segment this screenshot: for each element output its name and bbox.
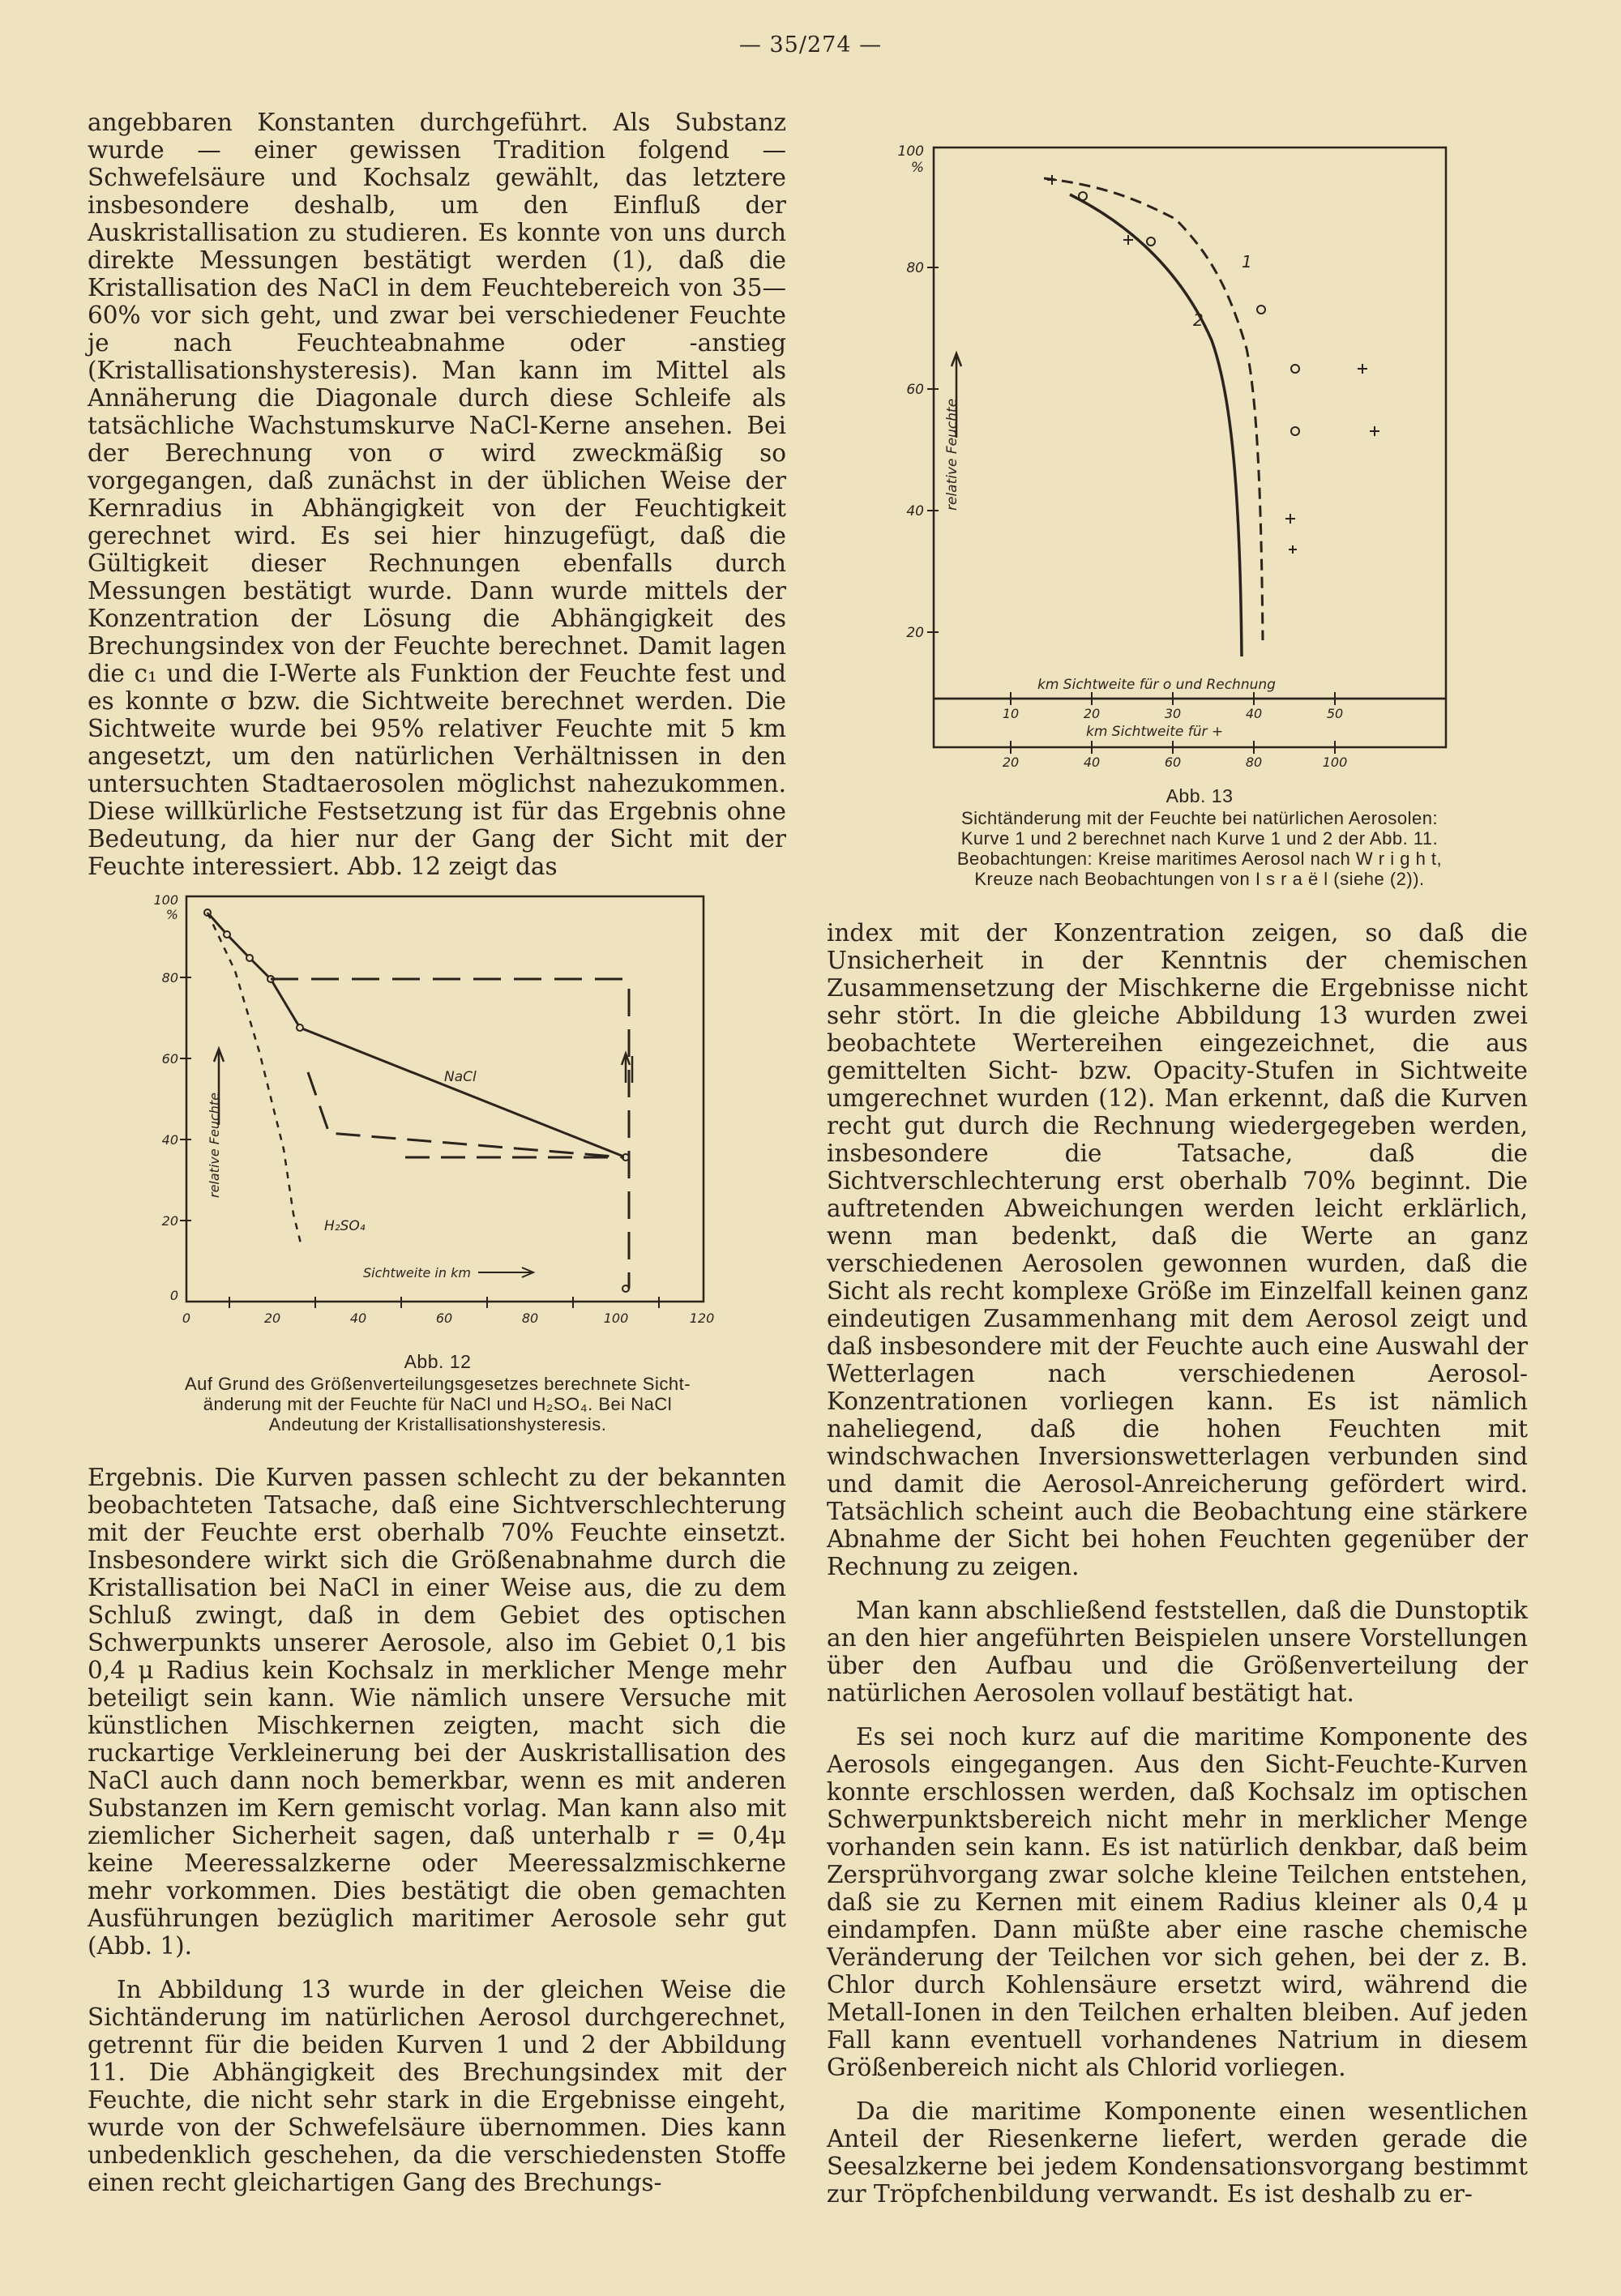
- fig13-circle-point: [1291, 427, 1299, 435]
- fig13-cross-point: [1047, 175, 1057, 185]
- fig12-ylabel: relative Feuchte: [207, 1092, 222, 1198]
- paragraph: Ergebnis. Die Kurven passen schlecht zu der bekannten beobachteten Tatsache, daß eine Sichtverschlechterung mit der Feuchte erst oberhalb 70% Feuchte einsetzt. Insbesondere wirkt sich die Größenabnahme durch die Kristallisation bei NaCl in einer Weise aus, die zu dem Schluß zwingt, daß in dem Gebiet des optischen Schwerpunkts unserer Aerosole, also im Gebiet 0,1 bis 0,4 μ Radius kein Kochsalz in merklicher Menge mehr beteiligt sein kann. Wie nämlich unsere Versuche mit künstlichen Mischkernen zeigten, macht sich die ruckartige Verkleinerung bei der Auskristallisation des NaCl auch dann noch bemerkbar, wenn es mit anderen Substanzen im Kern gemischt vorlag. Man kann also mit ziemlicher Sicherheit sagen, daß unterhalb r = 0,4μ keine Meeressalzkerne oder Meeressalzmischkerne mehr vorkommen. Dies bestätigt die oben gemachten Ausführungen bezüglich maritimer Aerosole sehr gut (Abb. 1).: [88, 1464, 786, 1960]
- fig12-ytick: 100: [153, 892, 178, 908]
- fig13-circle-point: [1291, 365, 1299, 373]
- fig12-xtick: 80: [521, 1310, 539, 1326]
- caption-line: Auf Grund des Größenverteilungsgesetzes berechnete Sicht-: [184, 1374, 691, 1394]
- fig12-ytick: 40: [161, 1132, 178, 1148]
- fig12-xtick: 120: [689, 1310, 715, 1326]
- caption-line: Sichtänderung mit der Feuchte bei natürlichen Aerosolen:: [960, 808, 1439, 828]
- fig12-label-h2so4: H₂SO₄: [324, 1218, 366, 1234]
- fig13-curve-2: [1070, 195, 1242, 656]
- fig12-ytick: 20: [161, 1213, 178, 1229]
- caption-line: Beobachtungen: Kreise maritimes Aerosol nach W r i g h t,: [956, 849, 1443, 869]
- paragraph: Da die maritime Komponente einen wesentlichen Anteil der Riesenkerne liefert, werden gerade die Seesalzkerne bei jedem Kondensationsvorgang bestimmt zur Tröpfchenbildung verwandt. Es ist deshalb zu er-: [827, 2097, 1528, 2208]
- fig13-ytick: 100: [897, 143, 924, 160]
- fig13-cross-point: [1370, 426, 1379, 436]
- figure-12-chart: [81, 890, 794, 1336]
- fig12-nacl-curve: [207, 913, 626, 1157]
- fig13-axis2-tick: 60: [1164, 755, 1182, 770]
- fig12-label: Abb. 12: [404, 1351, 472, 1372]
- left-column-bottom: [88, 1464, 786, 2213]
- paragraph: Man kann abschließend feststellen, daß die Dunstoptik an den hier angeführten Beispielen unsere Vorstellungen über den Aufbau und die Größenverteilung der natürlichen Aerosolen vollauf bestätigt hat.: [827, 1597, 1528, 1707]
- caption-line: Kurve 1 und 2 berechnet nach Kurve 1 und 2 der Abb. 11.: [960, 828, 1439, 849]
- fig13-curve-1: [1044, 178, 1263, 640]
- fig12-xlabel: Sichtweite in km: [363, 1265, 471, 1281]
- caption-line: Andeutung der Kristallisationshysteresis.: [268, 1414, 607, 1434]
- left-column-top: [88, 109, 786, 896]
- fig12-ytick: 0: [169, 1288, 178, 1303]
- fig13-circle-point: [1079, 192, 1087, 200]
- fig13-axis2-tick: 100: [1322, 755, 1348, 770]
- fig13-ytick: 40: [906, 503, 924, 519]
- fig13-cross-point: [1285, 514, 1295, 524]
- page-number: — 35/274 —: [738, 32, 883, 58]
- paragraph: index mit der Konzentration zeigen, so daß die Unsicherheit in der Kenntnis der chemischen Zusammensetzung der Mischkerne die Ergebnisse nicht sehr stört. In die gleiche Abbildung 13 wurden zwei beobachtete Wertereihen eingezeichnet, die aus gemittelten Sicht- bzw. Opacity-Stufen in Sichtweite umgerechnet wurden (12). Man erkennt, daß die Kurven recht gut durch die Rechnung wiedergegeben werden, insbesondere die Tatsache, daß die Sichtverschlechterung erst oberhalb 70% beginnt. Die auftretenden Abweichungen werden leicht erklärlich, wenn man bedenkt, daß die Werte an ganz verschiedenen Aerosolen gewonnen wurden, daß die Sicht als recht komplexe Größe im Einzelfall keinen ganz eindeutigen Zusammenhang mit dem Aerosol zeigt und daß insbesondere mit der Feuchte auch eine Auswahl der Wetterlagen nach verschiedenen Aerosol-Konzentrationen vorliegen kann. Es ist nämlich naheliegend, daß die hohen Feuchten mit windschwachen Inversionswetterlagen verbunden sind und damit die Aerosol-Anreicherung gefördert wird. Tatsächlich scheint auch die Beobachtung eine stärkere Abnahme der Sicht bei hohen Feuchten gegenüber der Rechnung zu zeigen.: [827, 919, 1528, 1580]
- figure-13-caption: [843, 786, 1556, 889]
- fig13-curve-label-2: 2: [1193, 310, 1204, 330]
- fig12-label-nacl: NaCl: [444, 1069, 477, 1085]
- fig13-cross-point: [1123, 235, 1133, 245]
- right-column: [827, 919, 1528, 2224]
- fig13-ylabel: relative Feuchte: [944, 398, 960, 511]
- caption-line: änderung mit der Feuchte für NaCl und H₂SO₄. Bei NaCl: [203, 1394, 673, 1414]
- fig13-ytick: 20: [906, 625, 924, 641]
- fig12-ytick: 60: [161, 1051, 178, 1067]
- fig13-curve-label-1: 1: [1242, 252, 1252, 272]
- figure-13: [843, 138, 1556, 889]
- fig12-ytick: %: [165, 907, 178, 922]
- fig12-xtick: 0: [182, 1310, 191, 1326]
- paragraph: Es sei noch kurz auf die maritime Komponente des Aerosols eingegangen. Aus den Sicht-Feuchte-Kurven konnte erschlossen werden, daß Kochsalz im optischen Schwerpunktsbereich nicht mehr in merklicher Menge vorhanden sein kann. Es ist natürlich denkbar, daß beim Zersprühvorgang zwar solche kleine Teilchen entstehen, daß sie zu Kernen mit einem Radius kleiner als 0,4 μ eindampfen. Dann müßte aber eine rasche chemische Veränderung der Teilchen vor sich gehen, bei der z. B. Chlor durch Kohlensäure ersetzt wird, während die Metall-Ionen in den Teilchen erhalten bleiben. Auf jeden Fall kann eventuell vorhandenes Natrium in diesem Größenbereich nicht als Chlorid vorliegen.: [827, 1723, 1528, 2081]
- fig12-frame: [186, 896, 704, 1302]
- fig13-axis2-label: km Sichtweite für +: [1086, 724, 1224, 740]
- fig13-circle-point: [1257, 306, 1265, 314]
- fig13-axis2-tick: 80: [1245, 755, 1263, 770]
- fig12-xtick: 60: [435, 1310, 453, 1326]
- fig12-xtick: 100: [603, 1310, 629, 1326]
- fig13-label: Abb. 13: [1165, 785, 1234, 806]
- paragraph: In Abbildung 13 wurde in der gleichen Weise die Sichtänderung im natürlichen Aerosol durchgerechnet, getrennt für die beiden Kurven 1 und 2 der Abbildung 11. Die Abhängigkeit des Brechungsindex mit der Feuchte, die nicht sehr stark in die Ergebnisse eingeht, wurde von der Schwefelsäure übernommen. Dies kann unbedenklich geschehen, da die verschiedensten Stoffe einen recht gleichartigen Gang des Brechungs-: [88, 1976, 786, 2196]
- fig12-ytick: 80: [161, 970, 178, 986]
- fig13-axis1-label: km Sichtweite für o und Rechnung: [1037, 677, 1276, 693]
- fig13-axis2-tick: 40: [1083, 755, 1101, 770]
- fig13-ytick: %: [910, 160, 924, 176]
- fig13-circle-point: [1147, 237, 1155, 246]
- fig13-axis1-tick: 10: [1002, 706, 1020, 721]
- fig13-ytick: 60: [906, 382, 924, 398]
- fig13-axis1-tick: 30: [1164, 706, 1182, 721]
- figure-13-chart: [843, 138, 1556, 786]
- fig12-hysteresis-upper: [271, 979, 629, 1289]
- caption-line: Kreuze nach Beobachtungen von I s r a ë l (siehe (2)).: [974, 869, 1425, 889]
- fig13-cross-point: [1289, 545, 1297, 554]
- fig13-axis1-tick: 50: [1326, 706, 1344, 721]
- fig12-xtick: 40: [349, 1310, 367, 1326]
- figure-12-caption: [81, 1352, 794, 1434]
- figure-12: [81, 890, 794, 1434]
- fig13-ytick: 80: [906, 260, 924, 276]
- fig13-axis1-tick: 20: [1083, 706, 1101, 721]
- fig13-frame: [934, 148, 1446, 747]
- fig13-axis2-tick: 20: [1002, 755, 1020, 770]
- paragraph: angebbaren Konstanten durchgeführt. Als Substanz wurde — einer gewissen Tradition folgend — Schwefelsäure und Kochsalz gewählt, das letztere insbesondere deshalb, um den Einfluß der Auskristallisation zu studieren. Es konnte von uns durch direkte Messungen bestätigt werden (1), daß die Kristallisation des NaCl in dem Feuchtebereich von 35—60% vor sich geht, und zwar bei verschiedener Feuchte je nach Feuchteabnahme oder -anstieg (Kristallisationshysteresis). Man kann im Mittel als Annäherung die Diagonale durch diese Schleife als tatsächliche Wachstumskurve NaCl-Kerne ansehen. Bei der Berechnung von σ wird zweckmäßig so vorgegangen, daß zunächst in der üblichen Weise der Kernradius in Abhängigkeit von der Feuchtigkeit gerechnet wird. Es sei hier hinzugefügt, daß die Gültigkeit dieser Rechnungen ebenfalls durch Messungen bestätigt wurde. Dann wurde mittels der Konzentration der Lösung die Abhängigkeit des Brechungsindex von der Feuchte berechnet. Damit lagen die c₁ und die I-Werte als Funktion der Feuchte fest und es konnte σ bzw. die Sichtweite berechnet werden. Die Sichtweite wurde bei 95% relativer Feuchte mit 5 km angesetzt, um den natürlichen Verhältnissen in den untersuchten Stadtaerosolen möglichst nahezukommen. Diese willkürliche Festsetzung ist für das Ergebnis ohne Bedeutung, da hier nur der Gang der Sicht mit der Feuchte interessiert. Abb. 12 zeigt das: [88, 109, 786, 880]
- fig12-xtick: 20: [263, 1310, 281, 1326]
- fig13-cross-point: [1358, 364, 1367, 374]
- fig13-axis1-tick: 40: [1245, 706, 1263, 721]
